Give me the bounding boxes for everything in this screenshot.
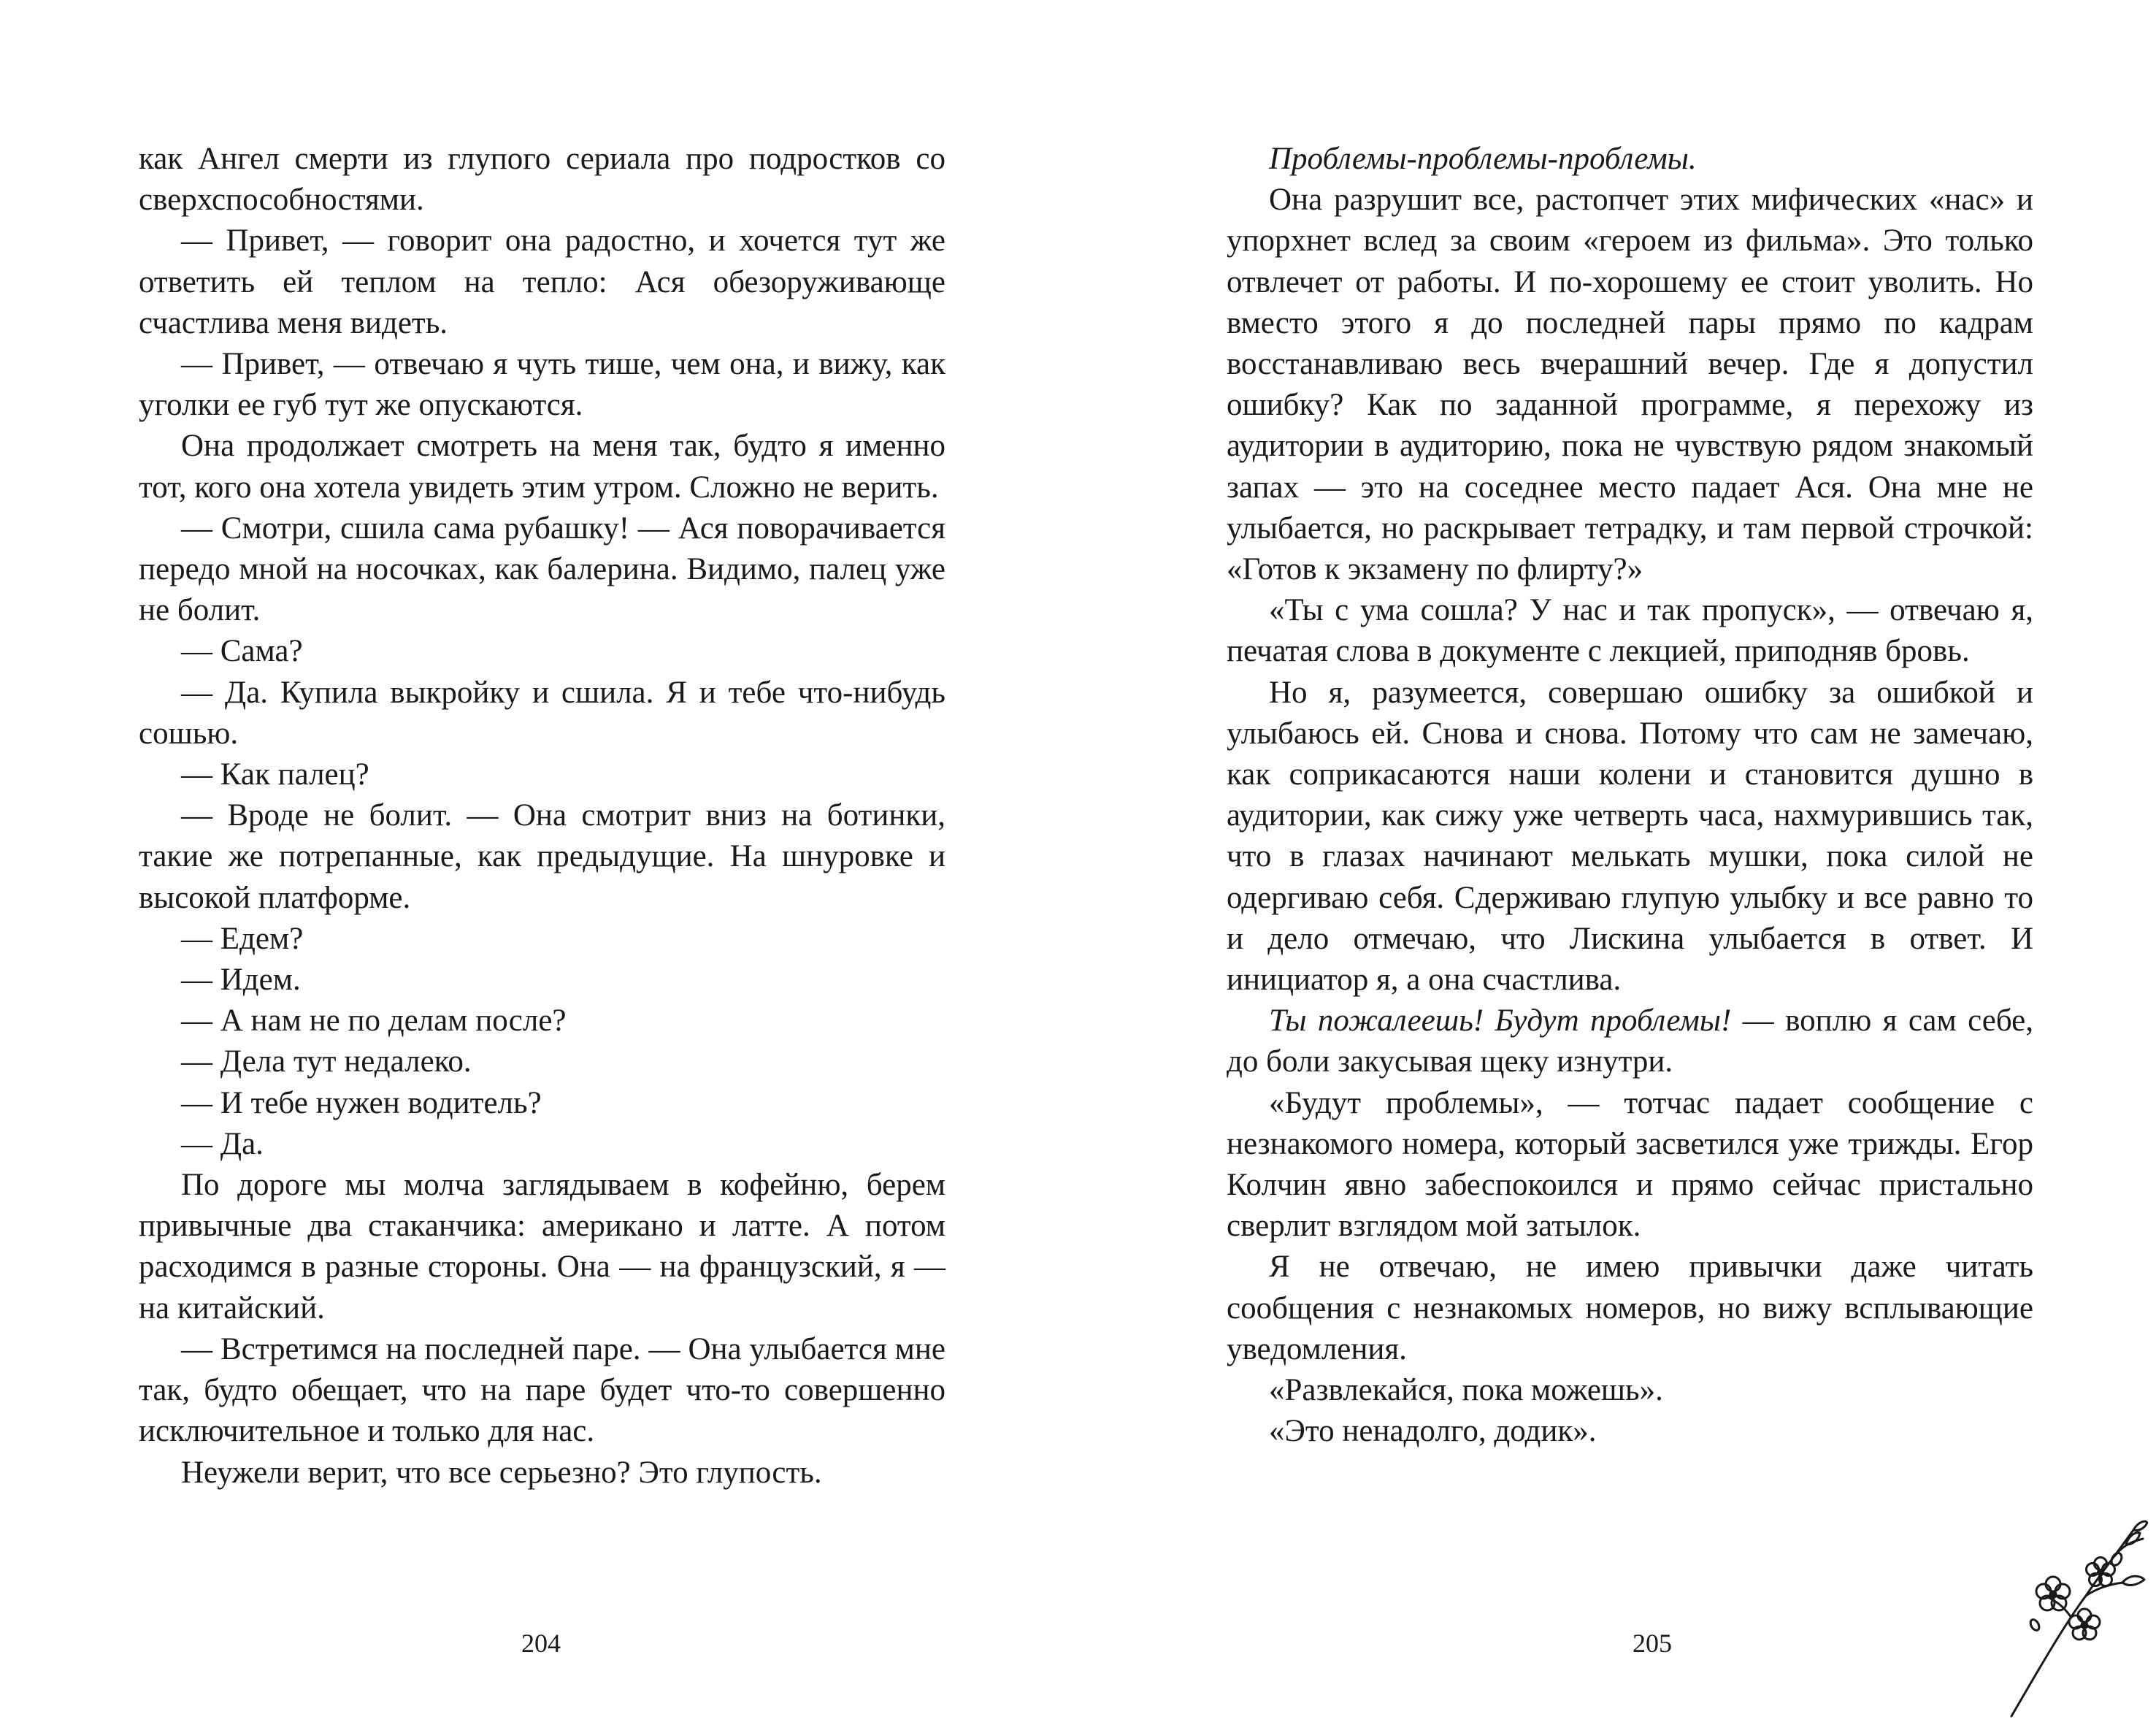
paragraph: — Да. [181, 1126, 264, 1161]
paragraph: — Встретимся на последней паре. — Она улыбается мне так, будто обещает, что на паре будет что-то совершенно исключительное и только для нас. [139, 1331, 945, 1449]
paragraph: «Будут проблемы», — тотчас падает сообщение с незнакомого номера, который засветился уже трижды. Егор Колчин явно забеспокоился и прямо сейчас пристально сверлит взглядом мой затылок. [1227, 1085, 2033, 1244]
paragraph: Но я, разумеется, совершаю ошибку за ошибкой и улыбаюсь ей. Снова и снова. Потому что сам не замечаю, как соприкасаются наши колени и становится душно в аудитории, как сижу уже четверть часа, нахмурившись так, что в глазах начинают мелькать мушки, пока силой не одергиваю себя. Сдерживаю глупую улыбку и все равно то и дело отмечаю, что Лискина улыбается в ответ. И инициатор я, а она счастлива. [1227, 675, 2033, 998]
paragraph: — Смотри, сшила сама рубашку! — Ася поворачивается передо мной на носочках, как балерина. Видимо, палец уже не болит. [139, 510, 945, 628]
left-page-text [139, 139, 945, 1493]
italic-thought: Ты пожалеешь! Будут проблемы! [1269, 1003, 1732, 1039]
paragraph: — Едем? [181, 921, 304, 956]
paragraph: Она продолжает смотреть на меня так, будто я именно тот, кого она хотела увидеть этим утром. Сложно не верить. [139, 429, 945, 505]
blossom-branch-icon [2006, 1515, 2148, 1720]
paragraph: — Как палец? [181, 757, 369, 792]
paragraph: как Ангел смерти из глупого сериала про подростков со сверхспособностями. [139, 142, 945, 218]
paragraph: — Идем. [181, 963, 301, 998]
paragraph: По дороге мы молча заглядываем в кофейню, берем привычные два стаканчика: американо и латте. А потом расходимся в разные стороны. Она — на французский, я — на китайский. [139, 1168, 945, 1326]
paragraph: Она разрушит все, растопчет этих мифических «нас» и упорхнет вслед за своим «героем из фильма». Это только отвлечет от работы. И по-хорошему ее стоит уволить. Но вместо этого я до последней пары прямо по кадрам восстанавливаю весь вчерашний вечер. Где я допустил ошибку? Как по заданной программе, я перехожу из аудитории в аудиторию, пока не чувствую рядом знакомый запах — это на соседнее место падает Ася. Она мне не улыбается, но раскрывает тетрадку, и там первой строчкой: «Готов к экзамену по флирту?» [1227, 183, 2033, 587]
paragraph: Я не отвечаю, не имею привычки даже читать сообщения с незнакомых номеров, но вижу всплывающие уведомления. [1227, 1250, 2033, 1366]
page-number-right: 205 [1633, 1629, 1672, 1658]
paragraph: — Да. Купила выкройку и сшила. Я и тебе что-нибудь сошью. [139, 675, 945, 751]
right-page-text [1227, 139, 2033, 1453]
paragraph: — Привет, — говорит она радостно, и хочется тут же ответить ей теплом на тепло: Ася обезоруживающе счастлива меня видеть. [139, 223, 945, 340]
italic-thought: Проблемы-проблемы-проблемы. [1269, 142, 1697, 176]
paragraph: — Вроде не болит. — Она смотрит вниз на ботинки, такие же потрепанные, как предыдущие. На шнуровке и высокой платформе. [139, 798, 945, 915]
paragraph: Неужели верит, что все серьезно? Это глупость. [181, 1455, 822, 1490]
paragraph [1227, 1001, 2033, 1082]
right-page [1078, 0, 2156, 1725]
paragraph: — Сама? [181, 634, 303, 669]
paragraph [1227, 139, 2033, 180]
paragraph: — А нам не по делам после? [181, 1003, 567, 1039]
page-number-left: 204 [521, 1629, 561, 1658]
paragraph: — Дела тут недалеко. [181, 1044, 472, 1079]
paragraph: «Ты с ума сошла? У нас и так пропуск», — отвечаю я, печатая слова в документе с лекцией, приподняв бровь. [1227, 593, 2033, 669]
paragraph-text: — воплю я сам себе, до боли закусывая щеку изнутри. [1227, 1003, 2033, 1079]
paragraph: «Развлекайся, пока можешь». [1269, 1373, 1663, 1408]
paragraph: «Это ненадолго, додик». [1269, 1414, 1597, 1449]
paragraph: — И тебе нужен водитель? [181, 1085, 542, 1120]
paragraph: — Привет, — отвечаю я чуть тише, чем она, и вижу, как уголки ее губ тут же опускаются. [139, 347, 945, 423]
